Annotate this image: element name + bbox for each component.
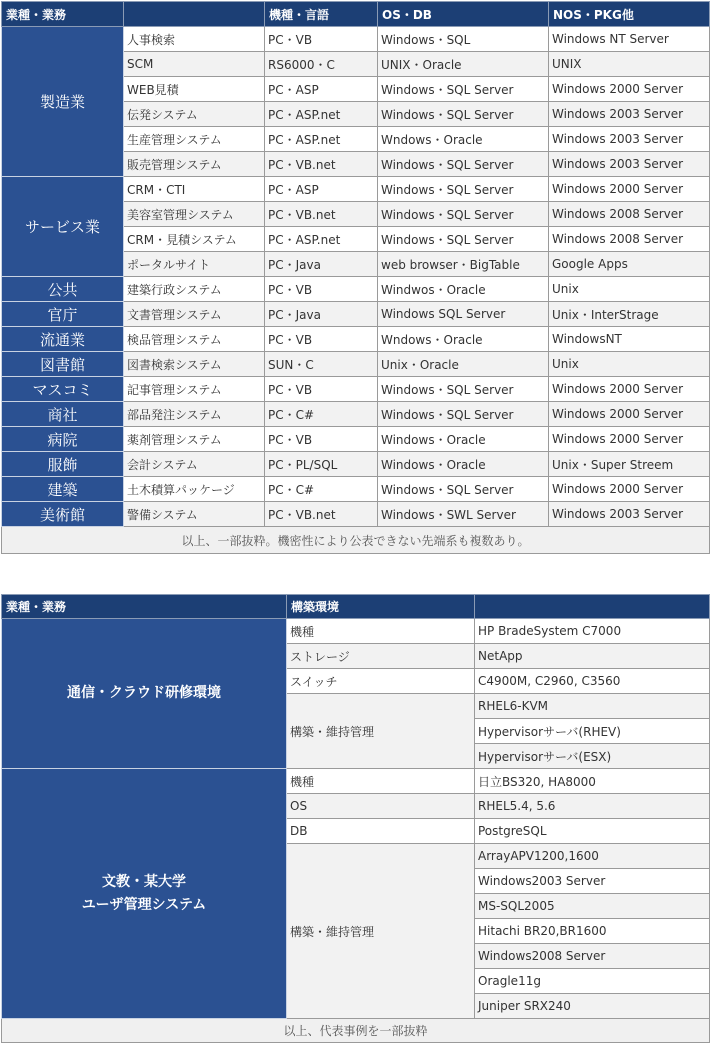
- system-name-cell: 土木積算パッケージ: [124, 477, 265, 502]
- machine-language-cell: SUN・C: [265, 352, 378, 377]
- industry-category: 流通業: [2, 327, 124, 352]
- system-name-cell: 建築行政システム: [124, 277, 265, 302]
- nos-pkg-cell: Windows 2003 Server: [549, 102, 710, 127]
- nos-pkg-cell: Windows 2008 Server: [549, 227, 710, 252]
- industry-category: 商社: [2, 402, 124, 427]
- header-build-environment: 構築環境: [287, 595, 475, 619]
- environment-value-cell: C4900M, C2960, C3560: [475, 669, 710, 694]
- project-category-line: ユーザ管理システム: [81, 896, 207, 913]
- system-name-cell: WEB見積: [124, 77, 265, 102]
- table-row: [2, 477, 710, 502]
- environment-value-cell: Hypervisorサーバ(ESX): [475, 744, 710, 769]
- machine-language-cell: PC・VB.net: [265, 202, 378, 227]
- os-db-cell: Windows・Oracle: [378, 427, 549, 452]
- industry-category: 公共: [2, 277, 124, 302]
- system-name-cell: 伝発システム: [124, 102, 265, 127]
- nos-pkg-cell: Windows 2000 Server: [549, 477, 710, 502]
- project-category: [2, 769, 287, 1019]
- infrastructure-table: [1, 594, 710, 1043]
- machine-language-cell: PC・VB: [265, 427, 378, 452]
- nos-pkg-cell: Windows 2000 Server: [549, 77, 710, 102]
- table-row: [2, 402, 710, 427]
- os-db-cell: Wndows・Oracle: [378, 327, 549, 352]
- header-industry: 業種・業務: [2, 595, 287, 619]
- nos-pkg-cell: Unix・Super Streem: [549, 452, 710, 477]
- table-row: [2, 452, 710, 477]
- nos-pkg-cell: UNIX: [549, 52, 710, 77]
- industry-category: 官庁: [2, 302, 124, 327]
- system-name-cell: CRM・CTI: [124, 177, 265, 202]
- industry-category: 図書館: [2, 352, 124, 377]
- system-name-cell: SCM: [124, 52, 265, 77]
- table-row: [2, 427, 710, 452]
- machine-language-cell: PC・Java: [265, 252, 378, 277]
- environment-value-cell: Hypervisorサーバ(RHEV): [475, 719, 710, 744]
- table-footnote: 以上、代表事例を一部抜粋: [2, 1019, 710, 1043]
- os-db-cell: Windows・SWL Server: [378, 502, 549, 527]
- project-category-line: 文教・某大学: [102, 873, 186, 890]
- os-db-cell: Windows・SQL Server: [378, 77, 549, 102]
- os-db-cell: Windows・SQL Server: [378, 177, 549, 202]
- machine-language-cell: PC・VB.net: [265, 152, 378, 177]
- project-category: [2, 619, 287, 769]
- industry-category: 美術館: [2, 502, 124, 527]
- table-footer-row: [2, 527, 710, 554]
- os-db-cell: Windows・SQL Server: [378, 402, 549, 427]
- system-name-cell: 文書管理システム: [124, 302, 265, 327]
- nos-pkg-cell: Unix: [549, 277, 710, 302]
- system-name-cell: 検品管理システム: [124, 327, 265, 352]
- os-db-cell: web browser・BigTable: [378, 252, 549, 277]
- header-machine-language: 機種・言語: [265, 2, 378, 27]
- machine-language-cell: PC・VB.net: [265, 502, 378, 527]
- system-name-cell: 生産管理システム: [124, 127, 265, 152]
- table-row: [2, 352, 710, 377]
- table-row: [2, 619, 710, 644]
- environment-label-cell: 機種: [287, 769, 475, 794]
- os-db-cell: Windows・SQL Server: [378, 227, 549, 252]
- environment-value-cell: ArrayAPV1200,1600: [475, 844, 710, 869]
- system-name-cell: 記事管理システム: [124, 377, 265, 402]
- table-row: [2, 302, 710, 327]
- environment-value-cell: Hitachi BR20,BR1600: [475, 919, 710, 944]
- environment-value-cell: Windows2003 Server: [475, 869, 710, 894]
- os-db-cell: Windows・Oracle: [378, 452, 549, 477]
- table-row: [2, 27, 710, 52]
- system-name-cell: 美容室管理システム: [124, 202, 265, 227]
- machine-language-cell: PC・VB: [265, 27, 378, 52]
- os-db-cell: Windows・SQL Server: [378, 377, 549, 402]
- nos-pkg-cell: Google Apps: [549, 252, 710, 277]
- nos-pkg-cell: Windows 2003 Server: [549, 152, 710, 177]
- table-header-row: [2, 595, 710, 619]
- machine-language-cell: PC・ASP: [265, 77, 378, 102]
- table-row: [2, 177, 710, 202]
- environment-label-cell: OS: [287, 794, 475, 819]
- machine-language-cell: PC・VB: [265, 277, 378, 302]
- system-name-cell: 警備システム: [124, 502, 265, 527]
- machine-language-cell: PC・C#: [265, 402, 378, 427]
- header-nos-pkg: NOS・PKG他: [549, 2, 710, 27]
- industry-category: サービス業: [2, 177, 124, 277]
- project-category-line: 通信・クラウド研修環境: [67, 685, 221, 701]
- system-name-cell: CRM・見積システム: [124, 227, 265, 252]
- system-name-cell: 販売管理システム: [124, 152, 265, 177]
- system-name-cell: 薬剤管理システム: [124, 427, 265, 452]
- os-db-cell: Windows・SQL Server: [378, 102, 549, 127]
- system-name-cell: 人事検索: [124, 27, 265, 52]
- header-blank: [124, 2, 265, 27]
- industry-category: 服飾: [2, 452, 124, 477]
- system-name-cell: 部品発注システム: [124, 402, 265, 427]
- nos-pkg-cell: Windows 2008 Server: [549, 202, 710, 227]
- nos-pkg-cell: Windows 2000 Server: [549, 402, 710, 427]
- environment-value-cell: PostgreSQL: [475, 819, 710, 844]
- environment-label-cell: 構築・維持管理: [287, 844, 475, 1019]
- industry-category: 製造業: [2, 27, 124, 177]
- nos-pkg-cell: Windows 2000 Server: [549, 177, 710, 202]
- os-db-cell: Wndows・Oracle: [378, 127, 549, 152]
- header-blank: [475, 595, 710, 619]
- table-row: [2, 769, 710, 794]
- table-body: [2, 619, 710, 1019]
- nos-pkg-cell: Windows 2003 Server: [549, 127, 710, 152]
- environment-value-cell: MS-SQL2005: [475, 894, 710, 919]
- os-db-cell: UNIX・Oracle: [378, 52, 549, 77]
- os-db-cell: Windows SQL Server: [378, 302, 549, 327]
- nos-pkg-cell: Windows 2000 Server: [549, 427, 710, 452]
- table-footer-row: [2, 1019, 710, 1043]
- industry-category: 病院: [2, 427, 124, 452]
- system-name-cell: 会計システム: [124, 452, 265, 477]
- industry-category: マスコミ: [2, 377, 124, 402]
- machine-language-cell: PC・VB: [265, 327, 378, 352]
- environment-value-cell: 日立BS320, HA8000: [475, 769, 710, 794]
- nos-pkg-cell: Unix・InterStrage: [549, 302, 710, 327]
- table-row: [2, 502, 710, 527]
- environment-value-cell: HP BradeSystem C7000: [475, 619, 710, 644]
- nos-pkg-cell: WindowsNT: [549, 327, 710, 352]
- table-footnote: 以上、一部抜粋。機密性により公表できない先端系も複数あり。: [2, 527, 710, 554]
- table-row: [2, 327, 710, 352]
- os-db-cell: Windwos・Oracle: [378, 277, 549, 302]
- environment-label-cell: DB: [287, 819, 475, 844]
- environment-label-cell: 構築・維持管理: [287, 694, 475, 769]
- environment-value-cell: RHEL6-KVM: [475, 694, 710, 719]
- nos-pkg-cell: Unix: [549, 352, 710, 377]
- os-db-cell: Windows・SQL Server: [378, 477, 549, 502]
- header-os-db: OS・DB: [378, 2, 549, 27]
- environment-value-cell: Juniper SRX240: [475, 994, 710, 1019]
- environment-value-cell: Oragle11g: [475, 969, 710, 994]
- table-row: [2, 377, 710, 402]
- machine-language-cell: PC・PL/SQL: [265, 452, 378, 477]
- environment-label-cell: スイッチ: [287, 669, 475, 694]
- environment-label-cell: ストレージ: [287, 644, 475, 669]
- environment-value-cell: Windows2008 Server: [475, 944, 710, 969]
- header-industry: 業種・業務: [2, 2, 124, 27]
- environment-value-cell: RHEL5.4, 5.6: [475, 794, 710, 819]
- machine-language-cell: PC・ASP.net: [265, 127, 378, 152]
- environment-value-cell: NetApp: [475, 644, 710, 669]
- machine-language-cell: PC・C#: [265, 477, 378, 502]
- machine-language-cell: RS6000・C: [265, 52, 378, 77]
- table-body: [2, 27, 710, 527]
- os-db-cell: Windows・SQL: [378, 27, 549, 52]
- system-name-cell: 図書検索システム: [124, 352, 265, 377]
- nos-pkg-cell: Windows 2000 Server: [549, 377, 710, 402]
- environment-label-cell: 機種: [287, 619, 475, 644]
- os-db-cell: Windows・SQL Server: [378, 152, 549, 177]
- machine-language-cell: PC・ASP.net: [265, 227, 378, 252]
- table-header-row: [2, 2, 710, 27]
- machine-language-cell: PC・ASP: [265, 177, 378, 202]
- industry-category: 建築: [2, 477, 124, 502]
- os-db-cell: Windows・SQL Server: [378, 202, 549, 227]
- project-table-by-industry: [1, 1, 710, 554]
- machine-language-cell: PC・ASP.net: [265, 102, 378, 127]
- os-db-cell: Unix・Oracle: [378, 352, 549, 377]
- system-name-cell: ポータルサイト: [124, 252, 265, 277]
- nos-pkg-cell: Windows 2003 Server: [549, 502, 710, 527]
- machine-language-cell: PC・VB: [265, 377, 378, 402]
- nos-pkg-cell: Windows NT Server: [549, 27, 710, 52]
- table-row: [2, 277, 710, 302]
- machine-language-cell: PC・Java: [265, 302, 378, 327]
